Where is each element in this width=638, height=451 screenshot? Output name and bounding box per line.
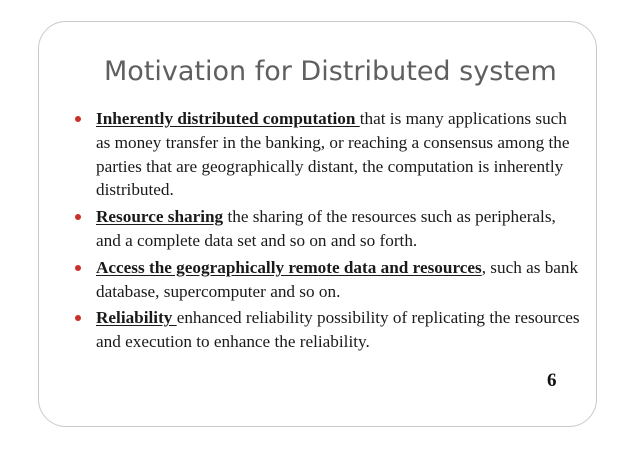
bullet-item [60,256,580,304]
bullet-term: Access the geographically remote data and resources [96,257,482,277]
bullet-term: Resource sharing [96,207,224,227]
bullet-item [60,306,580,354]
bullet-text: the sharing of the resources such as peripherals, and a complete data set and so on and so forth. [96,207,556,250]
bullet-term: Reliability [96,308,177,328]
bullet-text: , such as bank database, supercomputer and so on. [96,257,579,301]
bullet-term: Inherently distributed computation [96,109,360,128]
bullet-item [60,205,580,253]
bullet-dot-icon [75,265,81,271]
page-number: 6 [547,370,557,391]
bullet-dot-icon [75,214,81,220]
bullet-dot-icon [75,116,81,122]
bullet-item [60,107,580,202]
slide-title: Motivation for Distributed system [104,56,557,87]
bullet-text: enhanced reliability possibility of replicating the resources and execution to enhance the reliability. [96,308,580,352]
bullet-dot-icon [75,315,81,321]
bullet-list [60,107,580,357]
bullet-text: that is many applications such as money transfer in the banking, or reaching a consensus among the parties that are geographically distant, the computation is inherently distributed. [96,109,570,200]
